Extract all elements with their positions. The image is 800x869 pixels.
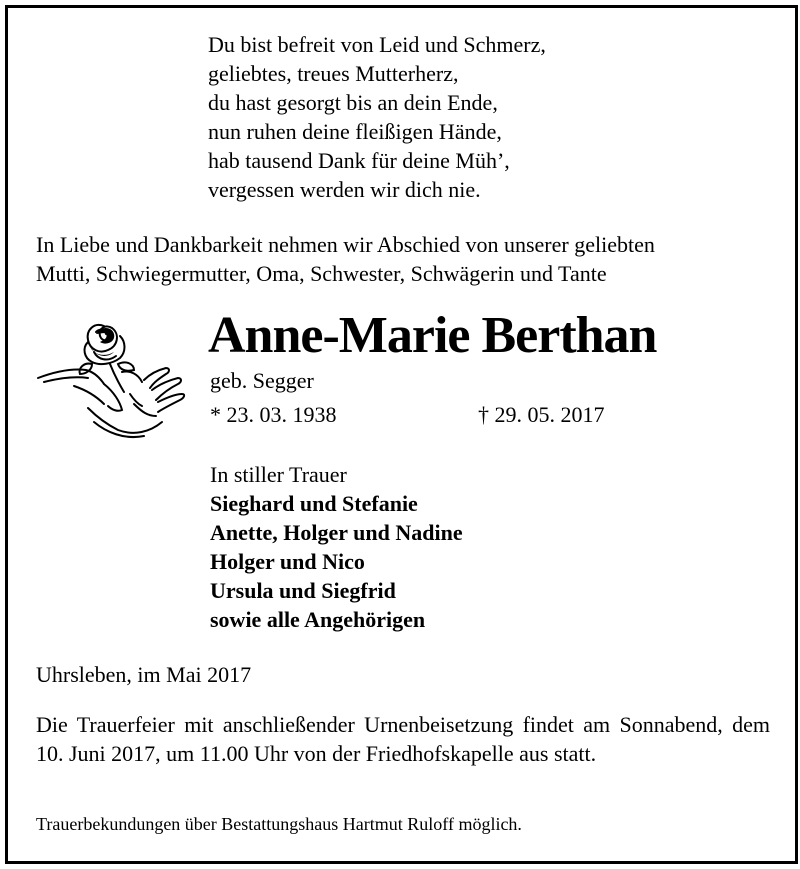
born-name: geb. Segger [210, 368, 314, 393]
rose-in-hands-icon [34, 312, 190, 444]
deceased-name: Anne-Marie Berthan [208, 307, 657, 364]
mourners [210, 460, 463, 634]
mourner-name: Ursula und Siegfrid [210, 578, 396, 603]
condolences-note: Trauerbekundungen über Bestattungshaus Hartmut Ruloff möglich. [36, 814, 522, 834]
mourner-name: Anette, Holger und Nadine [210, 520, 463, 545]
poem-line: hab tausend Dank für deine Müh’, [208, 148, 510, 173]
poem-line: vergessen werden wir dich nie. [208, 177, 481, 202]
poem-line: geliebtes, treues Mutterherz, [208, 61, 459, 86]
mourners-heading: In stiller Trauer [210, 462, 347, 487]
mourner-name: sowie alle Angehörigen [210, 607, 426, 632]
poem-line: nun ruhen deine fleißigen Hände, [208, 119, 502, 144]
poem-line: du hast gesorgt bis an dein Ende, [208, 90, 498, 115]
poem [208, 30, 546, 204]
ceremony-notice: Die Trauerfeier mit anschließender Urnenbeisetzung findet am Sonnabend, dem 10. Juni 2017, um 11.00 Uhr von der Friedhofskapelle aus statt. [36, 712, 770, 766]
mourner-name: Sieghard und Stefanie [210, 491, 418, 516]
intro-line: Mutti, Schwiegermutter, Oma, Schwester, Schwägerin und Tante [36, 261, 607, 286]
death-date: † 29. 05. 2017 [478, 402, 605, 427]
mourner-name: Holger und Nico [210, 549, 365, 574]
intro-line: In Liebe und Dankbarkeit nehmen wir Abschied von unserer geliebten [36, 232, 655, 257]
birth-date: * 23. 03. 1938 [210, 402, 337, 427]
intro-text [36, 230, 655, 288]
poem-line: Du bist befreit von Leid und Schmerz, [208, 32, 546, 57]
place-date: Uhrsleben, im Mai 2017 [36, 662, 252, 687]
